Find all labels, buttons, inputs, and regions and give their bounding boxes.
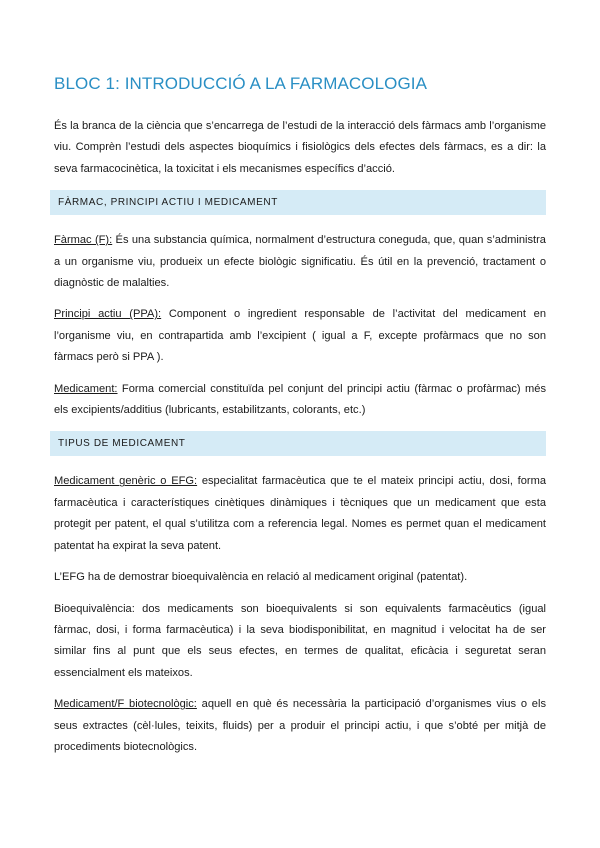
definition-generic bbox=[54, 471, 546, 557]
term-label: Principi actiu (PPA): bbox=[54, 308, 162, 321]
term-label: Medicament/F biotecnològic: bbox=[54, 698, 197, 711]
section-heading-farmac: FÀRMAC, PRINCIPI ACTIU I MEDICAMENT bbox=[50, 190, 546, 215]
bioequivalence-definition bbox=[54, 599, 546, 685]
definition-biotecnologic bbox=[54, 694, 546, 758]
efg-bioequivalence-note bbox=[54, 567, 546, 588]
definition-text: Component o ingredient responsable de l’activitat del medicament en l’organisme viu, en contrapartida amb l’excipient ( igual a F, excepte profàrmacs que no son fàrmacs però si PPA ). bbox=[54, 308, 546, 364]
intro-paragraph: És la branca de la ciència que s’encarrega de l’estudi de la interacció dels fàrmacs amb l’organisme viu. Comprèn l’estudi dels aspectes bioquímics i fisiològics dels efectes dels fàrmacs, es a dir: la seva farmacocinètica, la toxicitat i els mecanismes específics d’acció. bbox=[54, 120, 546, 175]
page-title: BLOC 1: INTRODUCCIÓ A LA FARMACOLOGIA bbox=[54, 74, 428, 93]
term-label: Medicament genèric o EFG: bbox=[54, 475, 198, 488]
definition-principi-actiu bbox=[54, 304, 546, 368]
definition-farmac bbox=[54, 230, 546, 294]
definition-text: aquell en què és necessària la participació d’organismes vius o els seus extractes (cèl·lules, teixits, fluids) per a produir el principi actiu, i que s’obté per mitjà de procediments biotecnològics. bbox=[54, 698, 546, 753]
term-label: Medicament: bbox=[54, 382, 118, 395]
paragraph-text: Bioequivalència: dos medicaments son bioequivalents si son equivalents farmacèutics (igual fàrmac, dosi, i forma farmacèutica) i la seva biodisponibilitat, en magnitud i velocitat ha de ser similar fins al punt que els seus efectes, en termes de qualitat, eficàcia i seguretat seran essencialment els mateixos. bbox=[54, 602, 546, 679]
definition-text: Forma comercial constituïda pel conjunt del principi actiu (fàrmac o profàrmac) més els excipients/additius (lubricants, estabilitzants, colorants, etc.) bbox=[54, 382, 546, 417]
definition-text: És una substancia química, normalment d’estructura coneguda, que, quan s’administra a un organisme viu, produeix un efecte biològic significatiu. És útil en la prevenció, tractament o diagnòstic de malalties. bbox=[54, 234, 546, 290]
section-heading-tipus: TIPUS DE MEDICAMENT bbox=[50, 431, 546, 456]
definition-medicament bbox=[54, 379, 546, 422]
term-label: Fàrmac (F): bbox=[54, 234, 113, 247]
paragraph-text: L’EFG ha de demostrar bioequivalència en relació al medicament original (patentat). bbox=[54, 571, 468, 584]
definition-text: especialitat farmacèutica que te el mateix principi actiu, dosi, forma farmacèutica i característiques cinètiques dinàmiques i tècniques que un medicament que esta protegit per patent, el qual s’utilitza com a referencia legal. Nomes es permet quan el medicament patentat ha expirat la seva patent. bbox=[54, 475, 546, 552]
